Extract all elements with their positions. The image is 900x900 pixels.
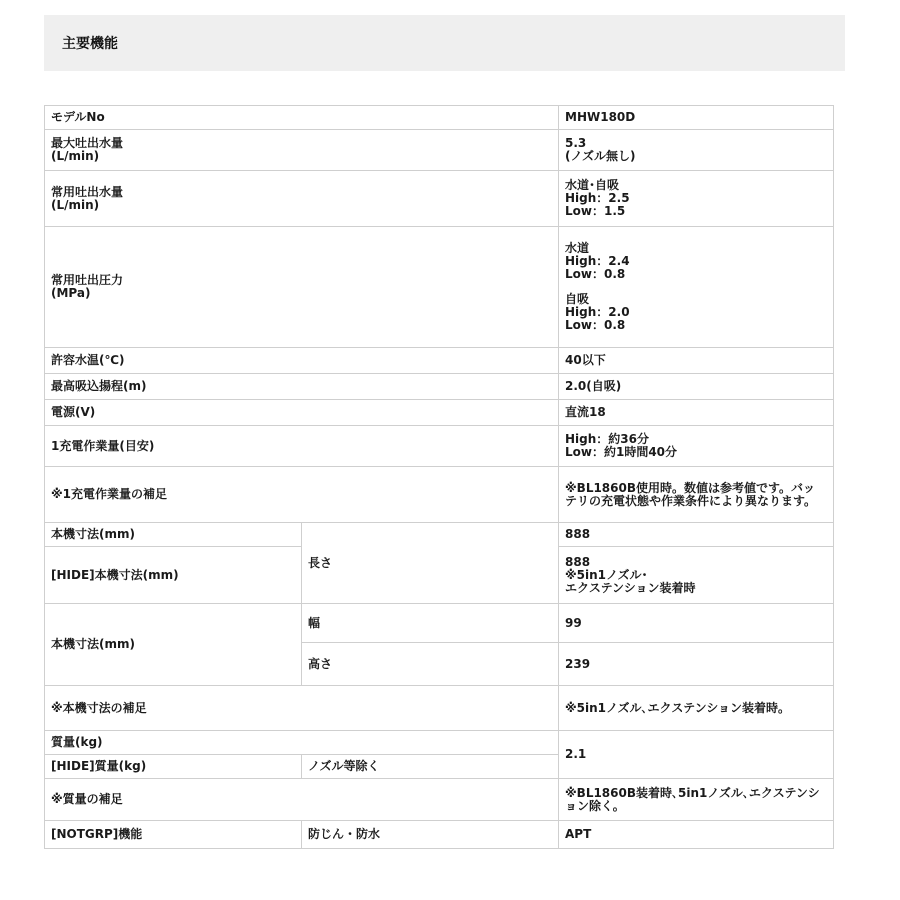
spec-value: 水道･自吸 High：2.5 Low：1.5 xyxy=(559,171,834,227)
spec-value: ※BL1860B使用時。数値は参考値です。バッテリの充電状態や作業条件により異なります。 xyxy=(559,467,834,523)
pressure-tap-water: 水道 High：2.4 Low：0.8 xyxy=(565,241,630,281)
spec-row-dimension-note xyxy=(45,686,834,731)
spec-label: 本機寸法(mm) xyxy=(45,523,302,547)
spec-value: 888 xyxy=(559,523,834,547)
spec-row-power xyxy=(45,400,834,426)
spec-value xyxy=(559,227,834,348)
spec-label: 常用吐出圧力 (MPa) xyxy=(45,227,559,348)
spec-label: [HIDE]本機寸法(mm) xyxy=(45,547,302,604)
spec-value: 40以下 xyxy=(559,348,834,374)
spec-sublabel: 防じん・防水 xyxy=(302,821,559,849)
pressure-self-priming: 自吸 High：2.0 Low：0.8 xyxy=(565,292,630,332)
spec-label: 1充電作業量(目安) xyxy=(45,426,559,467)
spec-row-dimensions xyxy=(45,523,834,547)
spec-value: MHW180D xyxy=(559,106,834,130)
spec-value: 2.1 xyxy=(559,731,834,779)
spec-label: ※本機寸法の補足 xyxy=(45,686,559,731)
spec-row-max-flow xyxy=(45,130,834,171)
section-header xyxy=(44,15,845,71)
spec-row-mass xyxy=(45,731,834,755)
spec-sublabel: 長さ xyxy=(302,523,559,604)
spec-row-water-temp xyxy=(45,348,834,374)
spec-sublabel: 幅 xyxy=(302,604,559,643)
spec-label: [HIDE]質量(kg) xyxy=(45,755,302,779)
spec-value: 239 xyxy=(559,643,834,686)
spec-row-work-per-charge xyxy=(45,426,834,467)
spec-value: 99 xyxy=(559,604,834,643)
spec-label: モデルNo xyxy=(45,106,559,130)
spec-value: High：約36分 Low：約1時間40分 xyxy=(559,426,834,467)
spec-label: 質量(kg) xyxy=(45,731,559,755)
spec-value: 888 ※5in1ノズル･ エクステンション装着時 xyxy=(559,547,834,604)
spec-value: ※BL1860B装着時､5in1ノズル､エクステンション除く。 xyxy=(559,779,834,821)
spec-row-model xyxy=(45,106,834,130)
spec-row-mass-note xyxy=(45,779,834,821)
spec-row-function xyxy=(45,821,834,849)
spec-row-normal-flow xyxy=(45,171,834,227)
spec-label: 本機寸法(mm) xyxy=(45,604,302,686)
spec-label: 最高吸込揚程(m) xyxy=(45,374,559,400)
spec-value: 2.0(自吸) xyxy=(559,374,834,400)
spec-value: ※5in1ノズル､エクステンション装着時。 xyxy=(559,686,834,731)
spec-row-suction-lift xyxy=(45,374,834,400)
spec-value: 5.3 (ノズル無し) xyxy=(559,130,834,171)
spec-value: APT xyxy=(559,821,834,849)
section-title: 主要機能 xyxy=(62,36,118,52)
spec-label: 常用吐出水量 (L/min) xyxy=(45,171,559,227)
spec-label: ※1充電作業量の補足 xyxy=(45,467,559,523)
spec-row-width xyxy=(45,604,834,643)
spec-sublabel: ノズル等除く xyxy=(302,755,559,779)
spec-label: ※質量の補足 xyxy=(45,779,559,821)
spec-value: 直流18 xyxy=(559,400,834,426)
spec-table xyxy=(44,105,834,849)
spec-label: 最大吐出水量 (L/min) xyxy=(45,130,559,171)
spec-sublabel: 高さ xyxy=(302,643,559,686)
spec-row-work-note xyxy=(45,467,834,523)
spec-label: [NOTGRP]機能 xyxy=(45,821,302,849)
spec-row-normal-pressure xyxy=(45,227,834,348)
spec-label: 許容水温(℃) xyxy=(45,348,559,374)
spec-label: 電源(V) xyxy=(45,400,559,426)
